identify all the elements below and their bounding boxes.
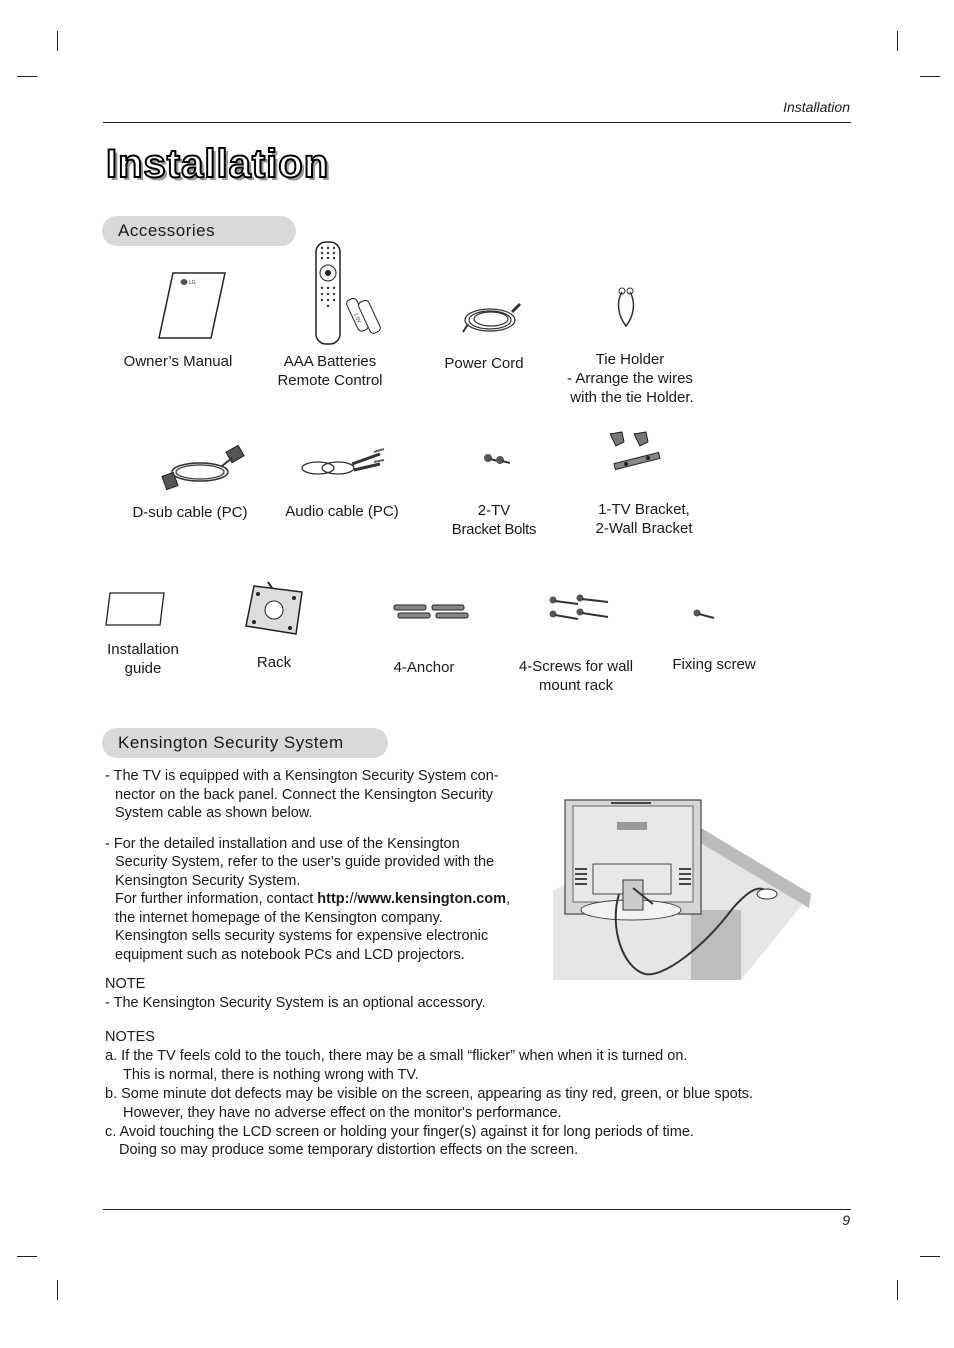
text-line: - The TV is equipped with a Kensington Security System con- <box>105 768 499 784</box>
caption-line: Power Cord <box>444 355 524 372</box>
crop-mark <box>897 31 898 51</box>
caption-wall-screws <box>502 657 650 695</box>
note-a: a. If the TV feels cold to the touch, there may be a small “flicker” when when it is turned on. <box>105 1047 688 1064</box>
caption-remote-control <box>262 352 398 390</box>
kensington-illustration <box>553 798 813 982</box>
caption-rack <box>234 653 314 672</box>
accessories-heading-text: Accessories <box>118 221 216 240</box>
bracket-bolts-icon <box>482 450 512 470</box>
page-title: Installation <box>106 142 330 186</box>
note-b-cont: However, they have no adverse effect on the monitor's performance. <box>123 1105 562 1121</box>
caption-line: 2-TV <box>477 502 511 519</box>
installation-guide-icon <box>104 590 166 628</box>
page-number: 9 <box>842 1212 850 1228</box>
tv-wall-bracket-icon <box>606 428 664 480</box>
caption-tie-holder <box>550 350 710 407</box>
text-run: For further information, contact <box>115 891 318 907</box>
kensington-heading-text: Kensington Security System <box>118 733 344 752</box>
rack-icon <box>240 578 310 640</box>
crop-mark <box>57 1280 58 1300</box>
note-c: c. Avoid touching the LCD screen or holding your finger(s) against it for long periods of time. <box>105 1123 694 1140</box>
accessories-heading <box>102 216 296 246</box>
caption-dsub-cable <box>118 503 262 522</box>
fixing-screw-icon <box>692 608 716 622</box>
caption-line: 1-TV Bracket, <box>598 501 690 518</box>
crop-mark <box>920 1256 940 1257</box>
note-heading: NOTE <box>105 976 146 992</box>
caption-anchor <box>374 658 474 677</box>
caption-line: 2-Wall Bracket <box>595 520 693 537</box>
caption-owners-manual <box>108 352 248 371</box>
caption-bracket-bolts <box>434 501 554 539</box>
caption-line: Audio cable (PC) <box>285 503 399 520</box>
remote-control-icon <box>312 240 382 346</box>
text-line: the internet homepage of the Kensington company. <box>115 909 443 926</box>
caption-installation-guide <box>88 640 198 678</box>
caption-line: Installation <box>107 641 179 658</box>
note-text: - The Kensington Security System is an optional accessory. <box>105 994 486 1011</box>
text-line: - For the detailed installation and use of the Kensington <box>105 835 460 852</box>
caption-line: 4-Screws for wall <box>518 658 634 675</box>
caption-line: guide <box>124 660 162 677</box>
caption-tv-wall-bracket <box>574 500 714 538</box>
text-run-bold: http: <box>317 891 350 907</box>
notes-block <box>105 1028 825 1160</box>
dsub-cable-icon <box>160 440 250 492</box>
crop-mark <box>17 1256 37 1257</box>
caption-line: Fixing screw <box>672 656 756 673</box>
text-run: // <box>349 891 358 907</box>
manual-logo-text: LG <box>189 280 196 286</box>
audio-cable-icon <box>296 444 386 480</box>
caption-line: - Arrange the wires <box>567 370 693 387</box>
kensington-url: www.kensington.com <box>357 891 507 907</box>
caption-line: Owner’s Manual <box>123 353 233 370</box>
caption-line: Bracket Bolts <box>451 521 537 538</box>
kensington-heading <box>102 728 388 758</box>
power-cord-icon <box>460 298 526 338</box>
header-rule <box>103 122 851 123</box>
tie-holder-icon <box>612 286 642 332</box>
caption-line: mount rack <box>538 677 614 694</box>
caption-line: Tie Holder <box>595 351 665 368</box>
anchor-icon <box>392 602 470 622</box>
caption-audio-cable <box>272 502 412 521</box>
crop-mark <box>57 31 58 51</box>
footer-rule <box>103 1209 851 1210</box>
text-line: System cable as shown below. <box>115 805 313 821</box>
wall-screws-icon <box>548 594 612 626</box>
text-line: Kensington Security System. <box>115 872 301 889</box>
note-c-cont: Doing so may produce some temporary distortion effects on the screen. <box>119 1142 579 1158</box>
note-b: b. Some minute dot defects may be visible on the screen, appearing as tiny red, green, or blue spots. <box>105 1085 754 1102</box>
crop-mark <box>897 1280 898 1300</box>
battery-label: 1.5V <box>352 312 362 325</box>
crop-mark <box>920 76 940 77</box>
notes-heading: NOTES <box>105 1029 155 1045</box>
caption-line: D-sub cable (PC) <box>132 504 248 521</box>
caption-fixing-screw <box>656 655 772 674</box>
text-line: nector on the back panel. Connect the Kensington Security <box>115 786 494 803</box>
caption-line: AAA Batteries <box>283 353 377 370</box>
text-line: Security System, refer to the user’s guide provided with the <box>115 854 495 870</box>
caption-power-cord <box>424 354 544 373</box>
kensington-text <box>105 767 545 1012</box>
caption-line: with the tie Holder. <box>570 389 694 406</box>
caption-line: Rack <box>256 654 292 671</box>
caption-line: Remote Control <box>277 372 383 389</box>
text-run: , <box>506 891 511 907</box>
owners-manual-icon <box>156 270 228 342</box>
note-a-cont: This is normal, there is nothing wrong with TV. <box>123 1067 419 1083</box>
text-line: equipment such as notebook PCs and LCD projectors. <box>115 946 465 963</box>
running-header: Installation <box>783 99 850 115</box>
caption-line: 4-Anchor <box>393 659 455 676</box>
crop-mark <box>17 76 37 77</box>
text-line: Kensington sells security systems for expensive electronic <box>115 928 489 944</box>
text-line <box>105 890 545 909</box>
